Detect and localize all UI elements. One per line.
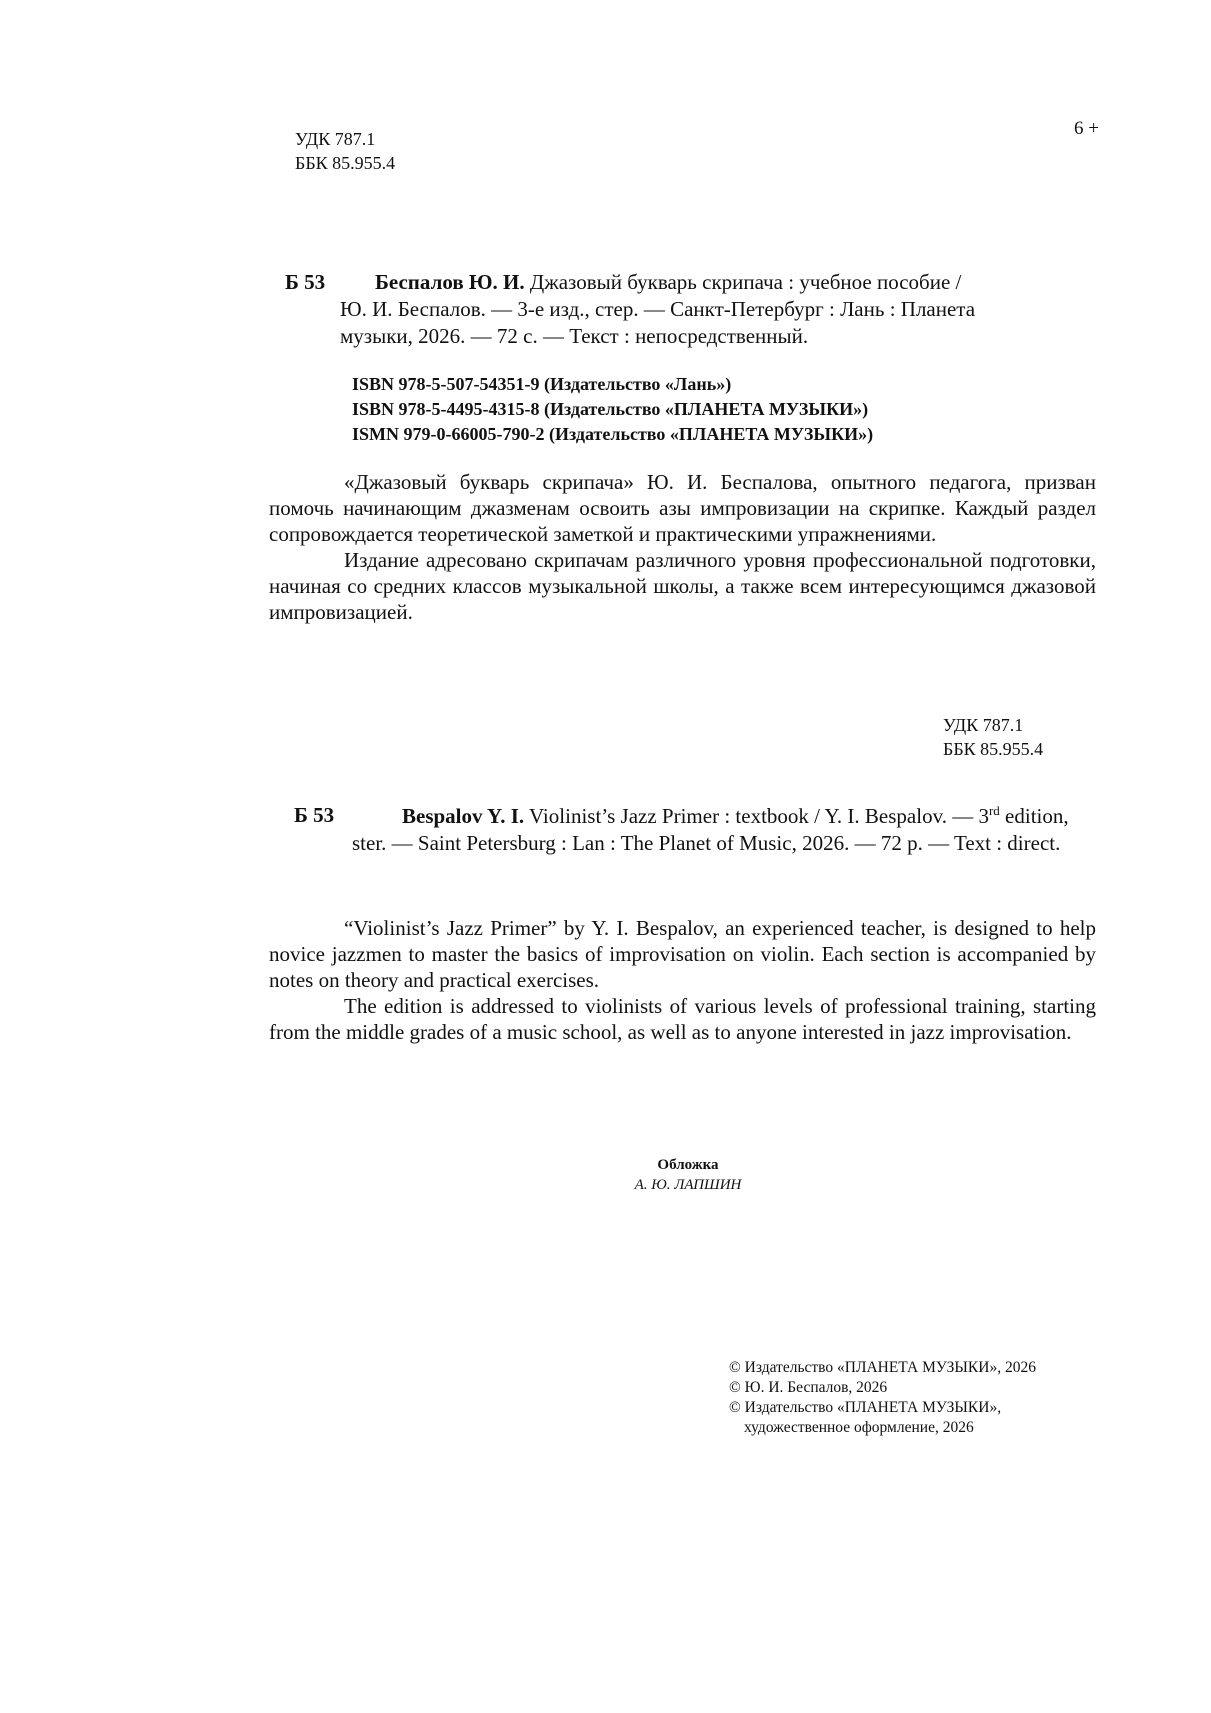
en-annotation-p2: The edition is addressed to violinists of various levels of professional training, starting from the middle grades of a music school, as well as to anyone interested in jazz improvisation. <box>269 994 1096 1044</box>
ordinal-suffix: rd <box>988 803 1000 818</box>
classification-codes-mid <box>943 713 1043 761</box>
en-annotation <box>269 915 1096 1045</box>
ru-record-line3: музыки, 2026. — 72 с. — Текст : непосредственный. <box>340 324 809 348</box>
copyright-block <box>729 1358 1036 1438</box>
copyright-line4: художественное оформление, 2026 <box>744 1419 974 1436</box>
classification-codes-top <box>295 127 395 175</box>
isbn-lan: ISBN 978-5-507-54351-9 (Издательство «Лань») <box>352 374 732 394</box>
ru-annotation-p2: Издание адресовано скрипачам различного уровня профессиональной подготовки, начиная со средних классов музыкальной школы, а также всем интересующимся джазовой импровизацией. <box>269 548 1096 624</box>
en-bibliographic-record <box>352 803 1085 857</box>
bbk-code-mid: ББК 85.955.4 <box>943 739 1044 759</box>
isbn-planet: ISBN 978-5-4495-4315-8 (Издательство «ПЛАНЕТА МУЗЫКИ») <box>352 399 869 419</box>
copyright-line3: © Издательство «ПЛАНЕТА МУЗЫКИ», <box>729 1399 1002 1416</box>
age-rating: 6 + <box>1074 118 1099 139</box>
udk-code: УДК 787.1 <box>295 129 376 149</box>
copyright-line2: © Ю. И. Беспалов, 2026 <box>729 1379 888 1396</box>
en-author: Bespalov Y. I. <box>402 804 525 828</box>
ru-author-mark: Б 53 <box>285 270 326 294</box>
bbk-code: ББК 85.955.4 <box>295 153 396 173</box>
ru-bibliographic-record <box>340 269 1085 350</box>
en-record-part1: Violinist’s Jazz Primer : textbook / Y. I. Bespalov. — 3 <box>529 804 989 828</box>
ru-annotation-p1: «Джазовый букварь скрипача» Ю. И. Беспалова, опытного педагога, призван помочь начинающим джазменам освоить азы импровизации на скрипке. Каждый раздел сопровождается теоретической заметкой и практическими упражнениями. <box>269 470 1096 546</box>
isbn-block <box>352 372 873 447</box>
cover-label: Обложка <box>657 1157 719 1173</box>
en-author-mark: Б 53 <box>294 803 335 827</box>
copyright-line1: © Издательство «ПЛАНЕТА МУЗЫКИ», 2026 <box>729 1359 1036 1376</box>
cover-designer: А. Ю. ЛАПШИН <box>634 1177 742 1193</box>
ismn-planet: ISMN 979-0-66005-790-2 (Издательство «ПЛАНЕТА МУЗЫКИ») <box>352 424 874 444</box>
en-annotation-p1: “Violinist’s Jazz Primer” by Y. I. Bespalov, an experienced teacher, is designed to help novice jazzmen to master the basics of improvisation on violin. Each section is accompanied by notes on theory and practical exercises. <box>269 916 1096 992</box>
cover-credit <box>560 1155 816 1195</box>
udk-code-mid: УДК 787.1 <box>943 715 1024 735</box>
ru-record-line2: Ю. И. Беспалов. — 3-е изд., стер. — Санкт-Петербург : Лань : Планета <box>340 297 976 321</box>
ru-title: Джазовый букварь скрипача : учебное пособие / <box>529 270 962 294</box>
en-record-part2: edition, ster. — Saint Petersburg : Lan : The Planet of Music, 2026. — 72 p. — Text : direct. <box>352 804 1069 855</box>
ru-author: Беспалов Ю. И. <box>375 270 525 294</box>
ru-annotation <box>269 469 1096 625</box>
